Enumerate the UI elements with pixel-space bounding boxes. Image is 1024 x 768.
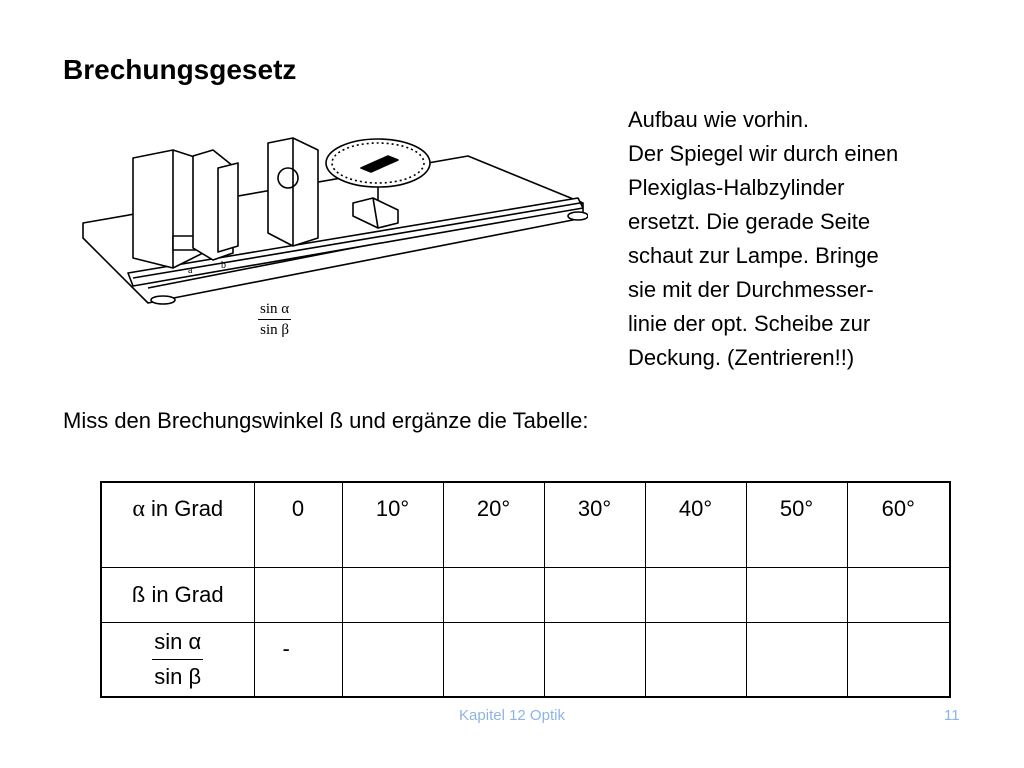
ratio-cell	[342, 623, 443, 698]
ratio-cell	[746, 623, 847, 698]
ratio-cell	[847, 623, 950, 698]
angle-cell: 10°	[342, 482, 443, 568]
row-header-beta: ß in Grad	[101, 568, 254, 623]
angle-cell: 30°	[544, 482, 645, 568]
optical-bench-illustration	[78, 128, 588, 318]
table-row	[101, 568, 950, 623]
description-line: Plexiglas-Halbzylinder	[628, 175, 845, 200]
table-row	[101, 623, 950, 698]
description-line: Deckung. (Zentrieren!!)	[628, 345, 855, 370]
description-line: schaut zur Lampe. Bringe	[628, 243, 879, 268]
beta-cell	[544, 568, 645, 623]
ratio-cell	[544, 623, 645, 698]
alpha-header-text: in Grad	[144, 496, 224, 521]
beta-cell	[342, 568, 443, 623]
angle-cell: 60°	[847, 482, 950, 568]
ratio-denominator: sin β	[154, 664, 202, 689]
ratio-fraction	[152, 629, 203, 690]
description-line: Aufbau wie vorhin.	[628, 107, 809, 132]
ratio-cell	[645, 623, 746, 698]
table-row	[101, 482, 950, 568]
description-line: linie der opt. Scheibe zur	[628, 311, 871, 336]
figure-fraction-denominator: sin β	[260, 322, 289, 338]
description-line: Der Spiegel wir durch einen	[628, 141, 899, 166]
figure-fraction	[258, 301, 291, 339]
measurement-table	[100, 481, 951, 698]
angle-cell: 0	[254, 482, 342, 568]
description-line: ersetzt. Die gerade Seite	[628, 209, 871, 234]
footer-chapter: Kapitel 12 Optik	[459, 707, 565, 724]
beta-cell	[645, 568, 746, 623]
alpha-symbol: α	[132, 496, 145, 522]
beta-cell	[847, 568, 950, 623]
slide-title: Brechungsgesetz	[63, 54, 297, 85]
description-text	[628, 103, 1008, 375]
instruction-text: Miss den Brechungswinkel ß und ergänze die Tabelle:	[63, 408, 589, 433]
ratio-dash: -	[282, 635, 290, 661]
label-b: b	[221, 260, 226, 271]
ratio-cell	[443, 623, 544, 698]
angle-cell: 40°	[645, 482, 746, 568]
page-number: 11	[944, 707, 960, 724]
figure-fraction-numerator: sin α	[258, 301, 291, 320]
beta-cell	[746, 568, 847, 623]
row-header-ratio	[101, 623, 254, 698]
beta-cell	[443, 568, 544, 623]
row-header-alpha	[101, 482, 254, 568]
ratio-cell	[254, 623, 342, 698]
label-a: a	[188, 265, 193, 276]
angle-cell: 20°	[443, 482, 544, 568]
description-line: sie mit der Durchmesser-	[628, 277, 874, 302]
beta-cell	[254, 568, 342, 623]
ratio-numerator: sin α	[152, 629, 203, 660]
angle-cell: 50°	[746, 482, 847, 568]
